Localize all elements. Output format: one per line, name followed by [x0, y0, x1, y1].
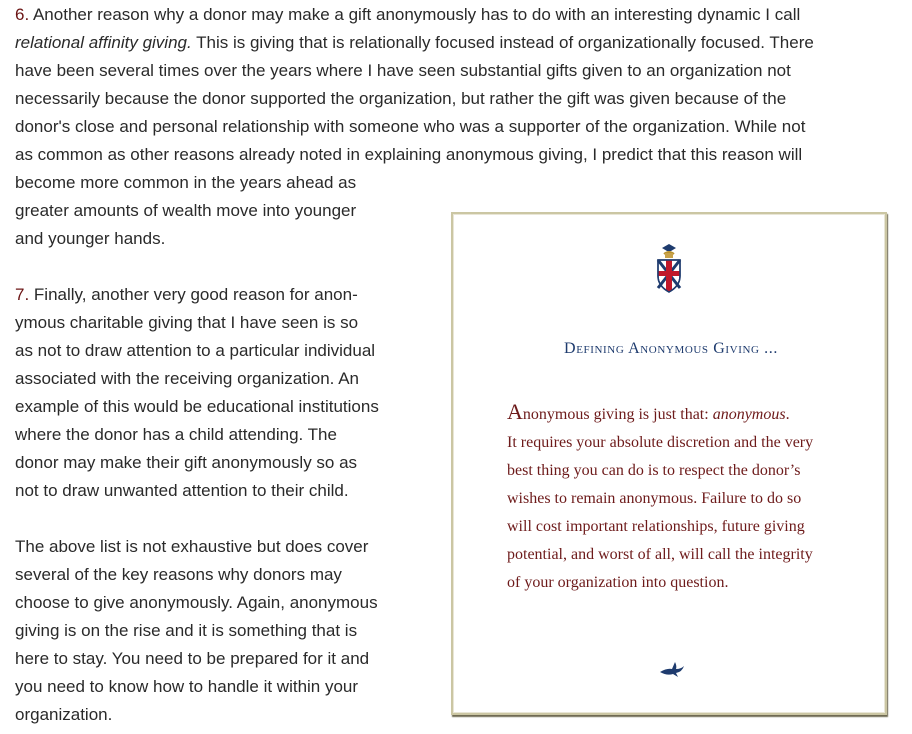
- sidebar-callout: [451, 212, 887, 715]
- sidebar-line-7: of your organization into question.: [507, 574, 729, 591]
- p8-line-7: organization.: [15, 705, 113, 724]
- p8-line-1: The above list is not exhaustive but does cover: [15, 537, 369, 556]
- p7-line-1: 7. Finally, another very good reason for anon-: [15, 285, 358, 304]
- p6-line-5: donor's close and personal relationship with someone who was a supporter of the organization. While not: [15, 117, 806, 136]
- sidebar-line-4: wishes to remain anonymous. Failure to do so: [507, 490, 802, 507]
- p7-line-4: associated with the receiving organization. An: [15, 369, 359, 388]
- sidebar-line-1: Anonymous giving is just that: anonymous.: [507, 399, 790, 424]
- sidebar-line-2: It requires your absolute discretion and the very: [507, 434, 814, 451]
- emphasis-term: relational affinity giving.: [15, 33, 192, 52]
- p7-line-7: donor may make their gift anonymously so as: [15, 453, 358, 472]
- p6-line-1: 6. Another reason why a donor may make a gift anonymously has to do with an interesting dynamic I call: [15, 5, 801, 24]
- bird-icon: [659, 660, 685, 678]
- p7-line-3: as not to draw attention to a particular individual: [15, 341, 376, 360]
- sidebar-line-6: potential, and worst of all, will call the integrity: [507, 546, 813, 563]
- p8-line-4: giving is on the rise and it is something that is: [15, 621, 358, 640]
- p7-line-2: ymous charitable giving that I have seen is so: [15, 313, 359, 332]
- p6-line-3: have been several times over the years where I have seen substantial gifts given to an organization not: [15, 61, 791, 80]
- p6-line-6: as common as other reasons already noted in explaining anonymous giving, I predict that this reason will: [15, 145, 803, 164]
- sidebar-line-5: will cost important relationships, future giving: [507, 518, 805, 535]
- p7-line-8: not to draw unwanted attention to their child.: [15, 481, 349, 500]
- sidebar-line-3: best thing you can do is to respect the donor’s: [507, 462, 801, 479]
- p8-line-2: several of the key reasons why donors may: [15, 565, 342, 584]
- sidebar-heading: Defining Anonymous Giving ...: [564, 340, 778, 357]
- p8-line-6: you need to know how to handle it within your: [15, 677, 359, 696]
- p6-line-8: greater amounts of wealth move into younger: [15, 201, 357, 220]
- p6-line-2: relational affinity giving. This is giving that is relationally focused instead of organizationally focused. There: [15, 33, 814, 52]
- p7-number: 7.: [15, 285, 30, 304]
- drop-cap: A: [507, 399, 523, 424]
- p7-line-6: where the donor has a child attending. The: [15, 425, 337, 444]
- p6-number: 6.: [15, 5, 30, 24]
- crest-icon: [654, 242, 684, 294]
- p8-line-3: choose to give anonymously. Again, anonymous: [15, 593, 378, 612]
- sidebar-emphasis: anonymous: [712, 406, 786, 423]
- p7-line-5: example of this would be educational institutions: [15, 397, 379, 416]
- p6-line-4: necessarily because the donor supported the organization, but rather the gift was given because of the: [15, 89, 787, 108]
- p6-line-7: become more common in the years ahead as: [15, 173, 357, 192]
- p6-line-9: and younger hands.: [15, 229, 166, 248]
- p8-line-5: here to stay. You need to be prepared for it and: [15, 649, 370, 668]
